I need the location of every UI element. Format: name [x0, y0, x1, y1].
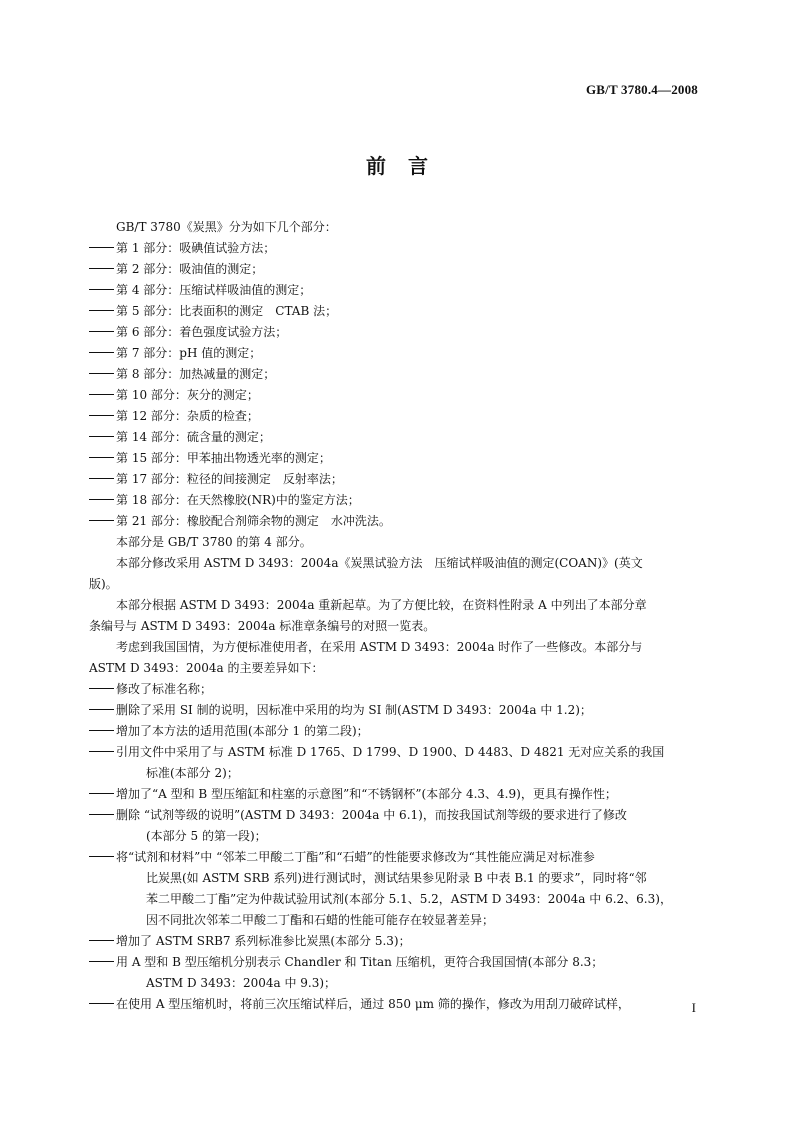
part-list-item [89, 343, 706, 364]
em-dash-marker [89, 427, 116, 448]
standard-code: GB/T 3780.4—2008 [585, 82, 698, 97]
page-number: I [691, 1000, 696, 1015]
part-list-item-text: 第 17 部分：粒径的间接测定 反射率法； [116, 472, 343, 486]
difference-list-item-text: (本部分 5 的第一段)； [146, 829, 267, 843]
part-list-item [89, 469, 706, 490]
part-list-item-text: 第 1 部分：吸碘值试验方法； [116, 241, 276, 255]
difference-list-item-text: 将“试剂和材料”中 “邻苯二甲酸二丁酯”和“石蜡”的性能要求修改为“其性能应满足对标准参 [116, 850, 595, 864]
em-dash-marker [89, 406, 116, 427]
difference-list-item-text: 增加了 ASTM SRB7 系列标准参比炭黑(本部分 5.3)； [116, 934, 411, 948]
document-body [89, 217, 706, 1015]
part-list-item-text: 第 21 部分：橡胶配合剂筛余物的测定 水冲洗法。 [116, 514, 391, 528]
difference-list-item [89, 721, 706, 742]
part-list-item-text: 第 10 部分：灰分的测定； [116, 388, 259, 402]
part-list-item [89, 322, 706, 343]
difference-list-item-text: 在使用 A 型压缩机时，将前三次压缩试样后，通过 850 μm 筛的操作，修改为用刮刀破碎试样， [116, 997, 630, 1011]
difference-list-item-text: 增加了本方法的适用范围(本部分 1 的第二段)； [116, 724, 369, 738]
difference-list-item-text: 修改了标准名称； [116, 682, 213, 696]
em-dash-marker [89, 700, 116, 721]
em-dash-marker [89, 847, 116, 868]
em-dash-marker [89, 679, 116, 700]
part-list-item [89, 364, 706, 385]
difference-list-item-text: 比炭黑(如 ASTM SRB 系列)进行测试时，测试结果参见附录 B 中表 B.1 的要求”，同时将“邻 [146, 871, 647, 885]
difference-list-item-continuation [89, 889, 706, 910]
part-list-item [89, 406, 706, 427]
em-dash-marker [89, 994, 116, 1015]
em-dash-marker [89, 931, 116, 952]
difference-list-item-text: 苯二甲酸二丁酯”定为仲裁试验用试剂(本部分 5.1、5.2，ASTM D 3493：2004a 中 6.2、6.3)， [146, 892, 672, 906]
difference-list-item-continuation [89, 973, 706, 994]
em-dash-marker [89, 385, 116, 406]
part-list-item-text: 第 12 部分：杂质的检查； [116, 409, 259, 423]
difference-list-item-text: 用 A 型和 B 型压缩机分别表示 Chandler 和 Titan 压缩机，更符合我国国情(本部分 8.3； [116, 955, 604, 969]
part-list-item-text: 第 6 部分：着色强度试验方法； [116, 325, 288, 339]
part-list-item-text: 第 5 部分：比表面积的测定 CTAB 法； [116, 304, 338, 318]
part-list-item-text: 第 8 部分：加热减量的测定； [116, 367, 276, 381]
paragraph-2-line-2: 版)。 [89, 577, 118, 591]
difference-list-item-text: 标准(本部分 2)； [146, 766, 239, 780]
em-dash-marker [89, 952, 116, 973]
difference-list-item-text: 增加了“A 型和 B 型压缩缸和柱塞的示意图”和“不锈钢杯”(本部分 4.3、4.9)，更具有操作性； [116, 787, 617, 801]
difference-list-item [89, 847, 706, 868]
difference-list-item-text: 删除了采用 SI 制的说明，因标准中采用的均为 SI 制(ASTM D 3493：2004a 中 1.2)； [116, 703, 592, 717]
difference-list-item-text: 删除 “试剂等级的说明”(ASTM D 3493：2004a 中 6.1)，而按我国试剂等级的要求进行了修改 [116, 808, 627, 822]
em-dash-marker [89, 490, 116, 511]
em-dash-marker [89, 301, 116, 322]
paragraph-3-line-2: 条编号与 ASTM D 3493：2004a 标准章条编号的对照一览表。 [89, 619, 436, 633]
part-list-item [89, 280, 706, 301]
em-dash-marker [89, 721, 116, 742]
part-list-item-text: 第 15 部分：甲苯抽出物透光率的测定； [116, 451, 331, 465]
em-dash-marker [89, 343, 116, 364]
paragraph-3-line-1: 本部分根据 ASTM D 3493：2004a 重新起草。为了方便比较，在资料性附录 A 中列出了本部分章 [116, 598, 647, 612]
difference-list-item [89, 952, 706, 973]
difference-list-item-text: ASTM D 3493：2004a 中 9.3)； [146, 976, 337, 990]
difference-list-item [89, 931, 706, 952]
part-list-item [89, 259, 706, 280]
em-dash-marker [89, 322, 116, 343]
part-list-item [89, 448, 706, 469]
em-dash-marker [89, 280, 116, 301]
part-list-item-text: 第 18 部分：在天然橡胶(NR)中的鉴定方法； [116, 493, 360, 507]
paragraph-4-line-2: ASTM D 3493：2004a 的主要差异如下： [89, 661, 324, 675]
difference-list-item-continuation [89, 868, 706, 889]
em-dash-marker [89, 742, 116, 763]
differences-list [89, 679, 706, 1015]
em-dash-marker [89, 784, 116, 805]
part-list-item-text: 第 14 部分：硫含量的测定； [116, 430, 271, 444]
difference-list-item-continuation [89, 763, 706, 784]
difference-list-item [89, 700, 706, 721]
paragraph-4-line-1: 考虑到我国国情，为方便标准使用者，在采用 ASTM D 3493：2004a 时作了一些修改。本部分与 [116, 640, 643, 654]
part-list-item [89, 385, 706, 406]
difference-list-item-text: 因不同批次邻苯二甲酸二丁酯和石蜡的性能可能存在较显著差异； [146, 913, 495, 927]
part-list-item [89, 490, 706, 511]
em-dash-marker [89, 469, 116, 490]
em-dash-marker [89, 238, 116, 259]
em-dash-marker [89, 259, 116, 280]
difference-list-item-continuation [89, 910, 706, 931]
part-list-item [89, 511, 706, 532]
part-list-item-text: 第 2 部分：吸油值的测定； [116, 262, 264, 276]
paragraph-1: 本部分是 GB/T 3780 的第 4 部分。 [116, 535, 312, 549]
part-list-item [89, 427, 706, 448]
difference-list-item [89, 784, 706, 805]
intro-paragraph: GB/T 3780《炭黑》分为如下几个部分： [116, 220, 337, 234]
paragraph-2-line-1: 本部分修改采用 ASTM D 3493：2004a《炭黑试验方法 压缩试样吸油值的测定(COAN)》(英文 [116, 556, 643, 570]
difference-list-item-continuation [89, 826, 706, 847]
page-title: 前言 [366, 154, 450, 178]
part-list-item-text: 第 4 部分：压缩试样吸油值的测定； [116, 283, 312, 297]
em-dash-marker [89, 448, 116, 469]
difference-list-item-text: 引用文件中采用了与 ASTM 标准 D 1765、D 1799、D 1900、D 4483、D 4821 无对应关系的我国 [116, 745, 665, 759]
em-dash-marker [89, 364, 116, 385]
parts-list [89, 238, 706, 532]
part-list-item [89, 238, 706, 259]
difference-list-item [89, 805, 706, 826]
em-dash-marker [89, 805, 116, 826]
em-dash-marker [89, 511, 116, 532]
difference-list-item [89, 742, 706, 763]
difference-list-item [89, 679, 706, 700]
difference-list-item [89, 994, 706, 1015]
part-list-item [89, 301, 706, 322]
part-list-item-text: 第 7 部分：pH 值的测定； [116, 346, 262, 360]
